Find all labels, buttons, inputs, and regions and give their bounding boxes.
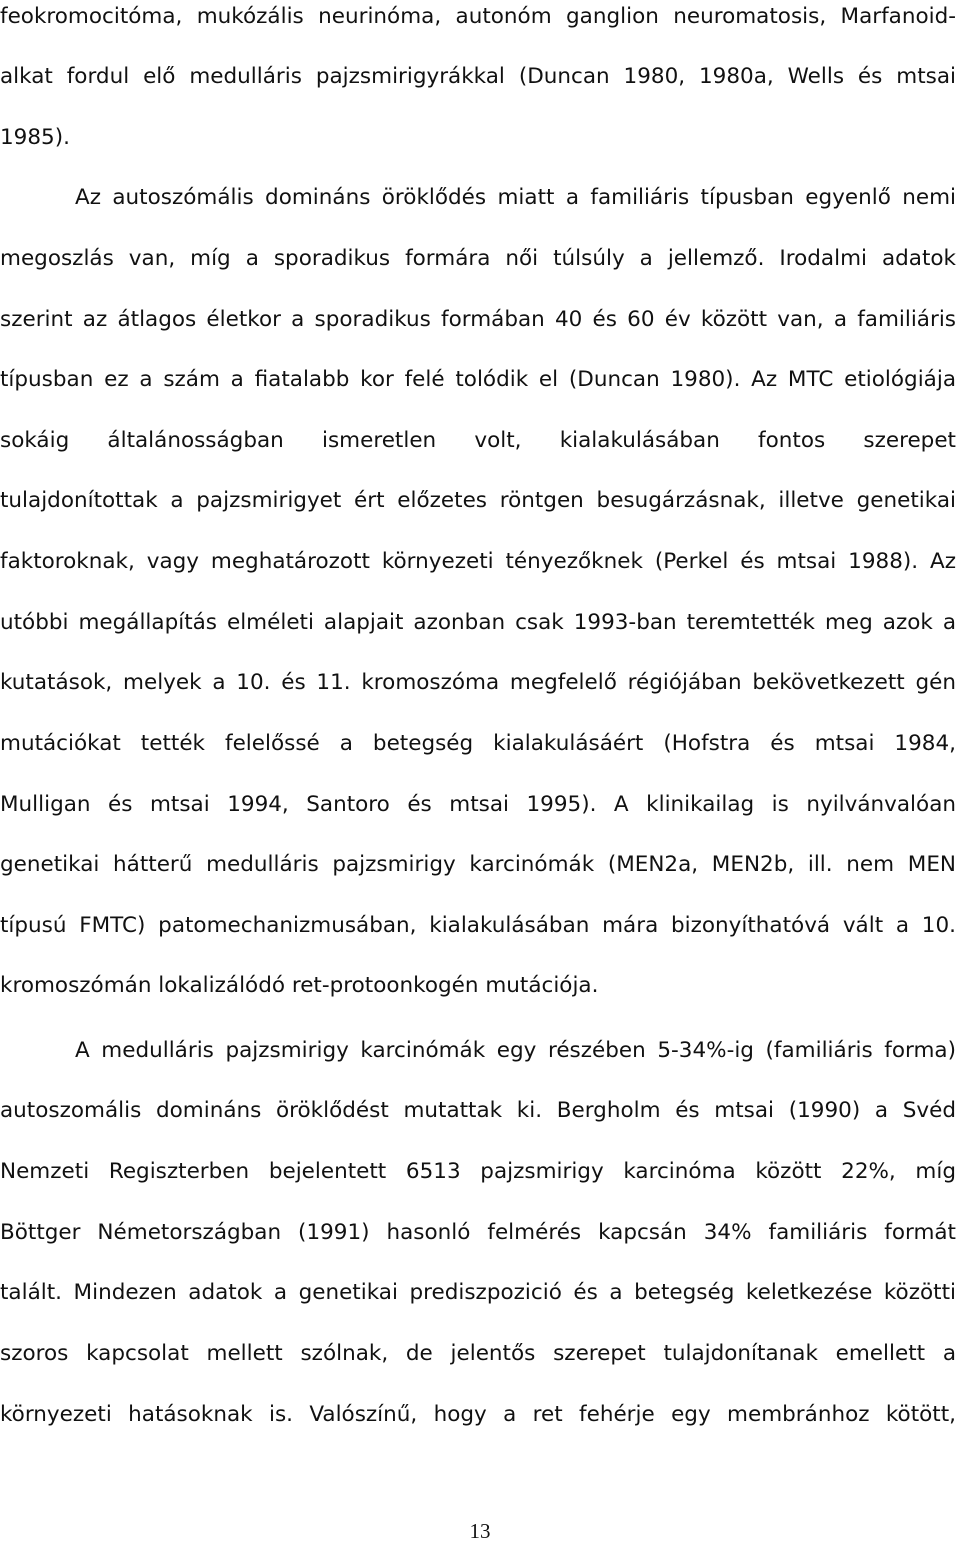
text-line: talált. Mindezen adatok a genetikai prediszpozició és a betegség keletkezése közötti bbox=[0, 1280, 956, 1305]
text-line: feokromocitóma, mukózális neurinóma, autonóm ganglion neuromatosis, Marfanoid- bbox=[0, 4, 956, 29]
text-line: Nemzeti Regiszterben bejelentett 6513 pajzsmirigy karcinóma között 22%, míg bbox=[0, 1159, 956, 1184]
text-line: típusú FMTC) patomechanizmusában, kialakulásában mára bizonyíthatóvá vált a 10. bbox=[0, 913, 956, 938]
text-line: mutációkat tették felelőssé a betegség kialakulásáért (Hofstra és mtsai 1984, bbox=[0, 731, 956, 756]
text-line: Böttger Németországban (1991) hasonló felmérés kapcsán 34% familiáris formát bbox=[0, 1220, 956, 1245]
paragraph-start-line: A medulláris pajzsmirigy karcinómák egy részében 5-34%-ig (familiáris forma) bbox=[75, 1038, 956, 1063]
paragraph-start-line: Az autoszómális domináns öröklődés miatt a familiáris típusban egyenlő nemi bbox=[75, 185, 956, 210]
text-line: genetikai hátterű medulláris pajzsmirigy karcinómák (MEN2a, MEN2b, ill. nem MEN bbox=[0, 852, 956, 877]
page-number: 13 bbox=[469, 1519, 491, 1543]
text-line: alkat fordul elő medulláris pajzsmirigyrákkal (Duncan 1980, 1980a, Wells és mtsai bbox=[0, 64, 956, 89]
text-line: megoszlás van, míg a sporadikus formára női túlsúly a jellemző. Irodalmi adatok bbox=[0, 246, 956, 271]
text-line: utóbbi megállapítás elméleti alapjait azonban csak 1993-ban teremtették meg azok a bbox=[0, 610, 956, 635]
text-line: tulajdonítottak a pajzsmirigyet ért előzetes röntgen besugárzásnak, illetve genetikai bbox=[0, 488, 956, 513]
text-line: sokáig általánosságban ismeretlen volt, kialakulásában fontos szerepet bbox=[0, 428, 956, 453]
text-line: Mulligan és mtsai 1994, Santoro és mtsai 1995). A klinikailag is nyilvánvalóan bbox=[0, 792, 956, 817]
text-line: szoros kapcsolat mellett szólnak, de jelentős szerepet tulajdonítanak emellett a bbox=[0, 1341, 956, 1366]
text-line: szerint az átlagos életkor a sporadikus formában 40 és 60 év között van, a familiáris bbox=[0, 307, 956, 332]
text-line: környezeti hatásoknak is. Valószínű, hogy a ret fehérje egy membránhoz kötött, bbox=[0, 1402, 956, 1427]
text-line: típusban ez a szám a fiatalabb kor felé tolódik el (Duncan 1980). Az MTC etiológiája bbox=[0, 367, 956, 392]
text-line: 1985). bbox=[0, 125, 70, 150]
text-line: kromoszómán lokalizálódó ret-protoonkogén mutációja. bbox=[0, 973, 599, 998]
text-line: kutatások, melyek a 10. és 11. kromoszóma megfelelő régiójában bekövetkezett gén bbox=[0, 670, 956, 695]
text-line: autoszomális domináns öröklődést mutattak ki. Bergholm és mtsai (1990) a Svéd bbox=[0, 1098, 956, 1123]
text-line: faktoroknak, vagy meghatározott környezeti tényezőknek (Perkel és mtsai 1988). Az bbox=[0, 549, 956, 574]
